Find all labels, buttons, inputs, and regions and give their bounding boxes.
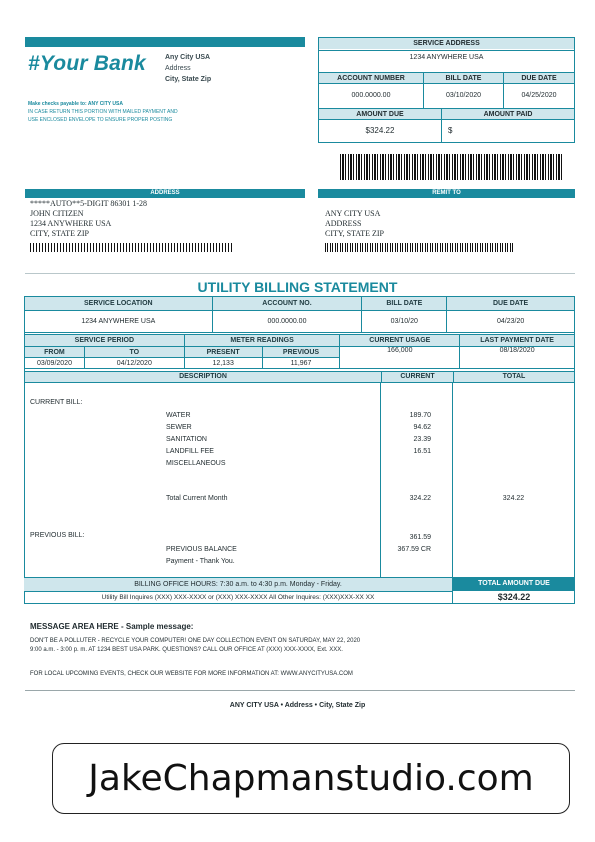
bill-items <box>166 410 226 470</box>
remit-line-3: CITY, STATE ZIP <box>325 229 384 238</box>
remit-line-2: ADDRESS <box>325 219 362 228</box>
account-number-value: 000.0000.00 <box>351 92 391 99</box>
watermark-box <box>52 743 570 814</box>
payment-label: Payment - Thank You. <box>166 558 235 565</box>
mailing-line-3: 1234 ANYWHERE USA <box>30 219 112 228</box>
mailing-line-1: *****AUTO**5-DIGIT 86301 1-28 <box>30 199 148 208</box>
previous-value-2: 367.59 CR <box>397 546 431 553</box>
previous-balance-label: PREVIOUS BALANCE <box>166 546 237 553</box>
amount-due-value: $324.22 <box>365 126 395 135</box>
previous-header: PREVIOUS <box>262 347 340 358</box>
to-value: 04/12/2020 <box>84 358 184 369</box>
bill-date-label: BILL DATE <box>423 73 503 84</box>
total-column-divider <box>452 383 453 604</box>
due-date-header: DUE DATE <box>447 297 575 311</box>
remit-postal-barcode <box>325 243 515 252</box>
message-line-2: 9:00 a.m. - 3:00 p. m. AT 1234 BEST USA PARK. QUESTIONS? CALL OUR OFFICE AT (XXX) XXX-XXXX, Ext. XXX. <box>30 647 343 653</box>
item-label-sanitation: SANITATION <box>166 436 207 443</box>
current-usage-header: CURRENT USAGE <box>340 335 460 347</box>
inquiries: Utility Bill Inquires (XXX) XXX-XXXX or (XXX) XXX-XXXX All Other Inquires: (XXX)XXX-XX XX <box>101 594 375 601</box>
service-period-header: SERVICE PERIOD <box>25 335 185 347</box>
meter-readings-header: METER READINGS <box>184 335 340 347</box>
bill-item-values <box>381 410 431 458</box>
previous-items <box>166 544 237 568</box>
statement-title: UTILITY BILLING STATEMENT <box>197 279 398 295</box>
amount-due-label: AMOUNT DUE <box>356 111 404 118</box>
description-header-row <box>24 371 575 383</box>
to-header: TO <box>84 347 184 358</box>
message-line-3: FOR LOCAL UPCOMING EVENTS, CHECK OUR WEBSITE FOR MORE INFORMATION AT: WWW.ANYCITYUSA.COM <box>30 671 353 677</box>
bill-date-value-2: 03/10/20 <box>362 311 447 333</box>
last-payment-value: 08/18/2020 <box>460 347 575 369</box>
item-value-water: 189.70 <box>409 412 431 419</box>
message-body <box>30 637 360 655</box>
item-label-sewer: SEWER <box>166 424 192 431</box>
address-title: ADDRESS <box>25 189 305 198</box>
footer-line: ANY CITY USA • Address • City, State Zip <box>229 702 366 709</box>
amount-value-row <box>319 120 574 142</box>
account-no-value: 000.0000.00 <box>212 311 362 333</box>
company-city: City, State Zip <box>165 76 212 83</box>
company-name: Any City USA <box>165 54 211 61</box>
statement-summary-table <box>24 296 575 333</box>
header-color-bar <box>25 37 305 47</box>
company-block <box>165 52 211 85</box>
current-bill-label: CURRENT BILL: <box>30 399 83 406</box>
service-address-title: SERVICE ADDRESS <box>319 38 574 49</box>
service-location-value: 1234 ANYWHERE USA <box>25 311 213 333</box>
watermark-text[interactable]: JakeChapmanstudio.com <box>88 758 534 799</box>
mailing-address <box>30 199 147 239</box>
remit-title: REMIT TO <box>318 189 575 198</box>
current-usage-value: 166,000 <box>340 347 460 369</box>
due-date-label: DUE DATE <box>503 73 574 84</box>
previous-bill-label: PREVIOUS BILL: <box>30 532 85 539</box>
description-header: DESCRIPTION <box>179 373 227 380</box>
due-date-value: 04/25/2020 <box>503 84 574 108</box>
amount-paid-label: AMOUNT PAID <box>441 109 574 120</box>
inquiries-row <box>24 591 452 604</box>
service-address-box <box>318 37 575 143</box>
item-value-sewer: 94.62 <box>413 424 431 431</box>
account-value-row <box>319 84 574 108</box>
stub-barcode <box>340 154 562 180</box>
bank-logo: #Your Bank <box>28 52 146 75</box>
service-address-value: 1234 ANYWHERE USA <box>319 50 574 64</box>
mailing-postal-barcode <box>30 243 232 252</box>
total-current-total: 324.22 <box>502 495 525 502</box>
bill-date-value: 03/10/2020 <box>423 84 503 108</box>
total-due-value: $324.22 <box>497 592 531 602</box>
previous-value: 11,967 <box>262 358 340 369</box>
from-header: FROM <box>25 347 85 358</box>
account-number-label: ACCOUNT NUMBER <box>337 75 405 82</box>
return-line-1: IN CASE RETURN THIS PORTION WITH MAILED PAYMENT AND <box>28 109 178 115</box>
office-hours: BILLING OFFICE HOURS: 7:30 a.m. to 4:30 p.m. Monday - Friday. <box>134 581 342 588</box>
amount-paid-value[interactable]: $ <box>441 120 574 142</box>
tear-line <box>25 273 575 274</box>
company-address: Address <box>165 65 191 72</box>
total-header: TOTAL <box>453 372 574 382</box>
item-label-misc: MISCELLANEOUS <box>166 460 226 467</box>
item-label-water: WATER <box>166 412 191 419</box>
total-due-label: TOTAL AMOUNT DUE <box>453 577 575 591</box>
item-label-landfill: LANDFILL FEE <box>166 448 214 455</box>
last-payment-header: LAST PAYMENT DATE <box>460 335 575 347</box>
return-line-2: USE ENCLOSED ENVELOPE TO ENSURE PROPER POSTING <box>28 117 173 123</box>
total-current-label: Total Current Month <box>166 495 228 502</box>
present-header: PRESENT <box>184 347 262 358</box>
payable-line: Make checks payable to: ANY CITY USA <box>28 101 123 107</box>
message-title: MESSAGE AREA HERE - Sample message: <box>30 622 194 631</box>
mailing-line-4: CITY, STATE ZIP <box>30 229 89 238</box>
mailing-line-2: JOHN CITIZEN <box>30 209 84 218</box>
due-date-value-2: 04/23/20 <box>447 311 575 333</box>
bill-date-header: BILL DATE <box>362 297 447 311</box>
payable-note <box>28 100 178 124</box>
office-hours-row <box>24 577 452 591</box>
previous-value-1: 361.59 <box>409 534 431 541</box>
present-value: 12,133 <box>184 358 262 369</box>
item-value-sanitation: 23.39 <box>413 436 431 443</box>
footer-divider <box>25 690 575 691</box>
previous-values <box>381 532 431 556</box>
current-header: CURRENT <box>381 372 453 382</box>
total-current-value: 324.22 <box>409 495 431 502</box>
remit-address <box>325 209 384 239</box>
account-no-header: ACCOUNT NO. <box>212 297 362 311</box>
usage-table <box>24 334 575 369</box>
service-location-header: SERVICE LOCATION <box>25 297 213 311</box>
amount-label-row <box>319 108 574 120</box>
account-label-row <box>319 72 574 84</box>
message-line-1: DON'T BE A POLLUTER - RECYCLE YOUR COMPUTER! ONE DAY COLLECTION EVENT ON SATURDAY, MAY 22, 2020 <box>30 638 361 644</box>
item-value-landfill: 16.51 <box>413 448 431 455</box>
from-value: 03/09/2020 <box>25 358 85 369</box>
remit-line-1: ANY CITY USA <box>325 209 381 218</box>
